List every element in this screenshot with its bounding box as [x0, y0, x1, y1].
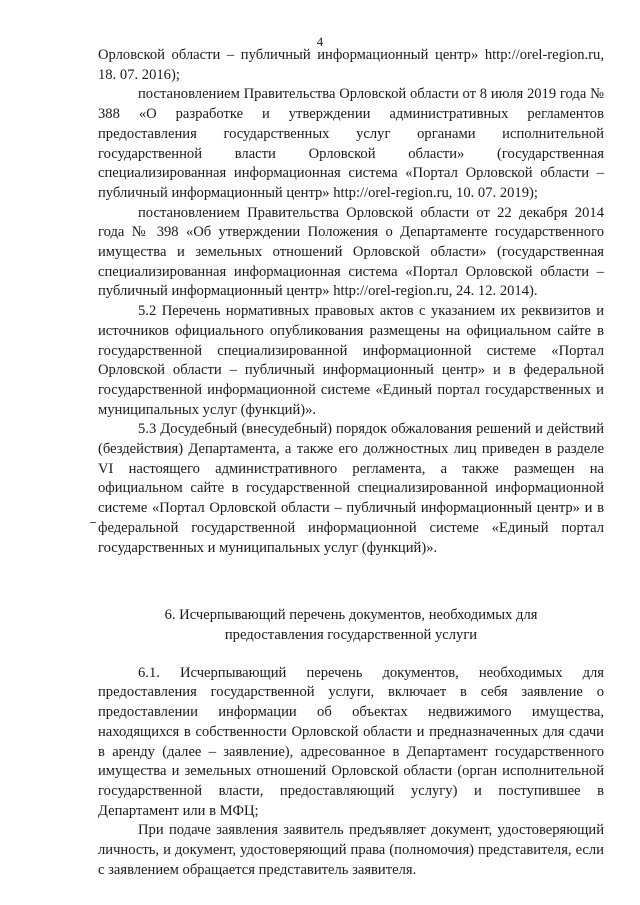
- section-heading: [98, 606, 604, 645]
- section-heading-line-1: 6. Исчерпывающий перечень документов, необходимых для: [164, 607, 538, 624]
- paragraph-5-2: 5.2 Перечень нормативных правовых актов с указанием их реквизитов и источников официального опубликования размещены на официальном сайте в государственной специализированной информационной системе «Портал Орловской области – публичный информационный центр» и в федеральной государственной информационной системе «Единый портал государственных и муниципальных услуг (функций)».: [98, 303, 604, 418]
- margin-mark: [90, 522, 96, 523]
- document-body: [98, 46, 604, 880]
- paragraph-source-citation: Орловской области – публичный информационный центр» http://orel-region.ru, 18. 07. 2016);: [98, 47, 604, 83]
- paragraph-resolution-388: постановлением Правительства Орловской области от 8 июля 2019 года № 388 «О разработке и утверждении административных регламентов предоставления государственных услуг органами исполнительной государственной власти Орловской области» (государственная специализированная информационная система «Портал Орловской области – публичный информационный центр» http://orel-region.ru, 10. 07. 2019);: [98, 86, 604, 201]
- page-number: 4: [316, 34, 324, 49]
- paragraph-5-3: 5.3 Досудебный (внесудебный) порядок обжалования решений и действий (бездействия) Департамента, а также его должностных лиц приведен в разделе VI настоящего административного регламента, а также размещен на официальном сайте в государственной специализированной информационной системе «Портал Орловской области – публичный информационный центр» и в федеральной государственной информационной системе «Единый портал государственных и муниципальных услуг (функций)».: [98, 421, 604, 556]
- paragraph-applicant-documents: При подаче заявления заявитель предъявляет документ, удостоверяющий личность, и документ, удостоверяющий права (полномочия) представителя, если с заявлением обращается представитель заявителя.: [98, 822, 604, 878]
- paragraph-resolution-398: постановлением Правительства Орловской области от 22 декабря 2014 года № 398 «Об утверждении Положения о Департаменте государственного имущества и земельных отношений Орловской области» (государственная специализированная информационная система «Портал Орловской области – публичный информационный центр» http://orel-region.ru, 24. 12. 2014).: [98, 204, 604, 300]
- section-heading-line-2: предоставления государственной услуги: [224, 626, 478, 643]
- paragraph-6-1: 6.1. Исчерпывающий перечень документов, необходимых для предоставления государственной услуги, включает в себя заявление о предоставлении информации об объектах недвижимого имущества, находящихся в собственности Орловской области и предназначенных для сдачи в аренду (далее – заявление), адресованное в Департамент государственного имущества и земельных отношений Орловской области (орган исполнительной государственной власти, предоставляющий услугу) и поступившее в Департамент или в МФЦ;: [98, 664, 604, 819]
